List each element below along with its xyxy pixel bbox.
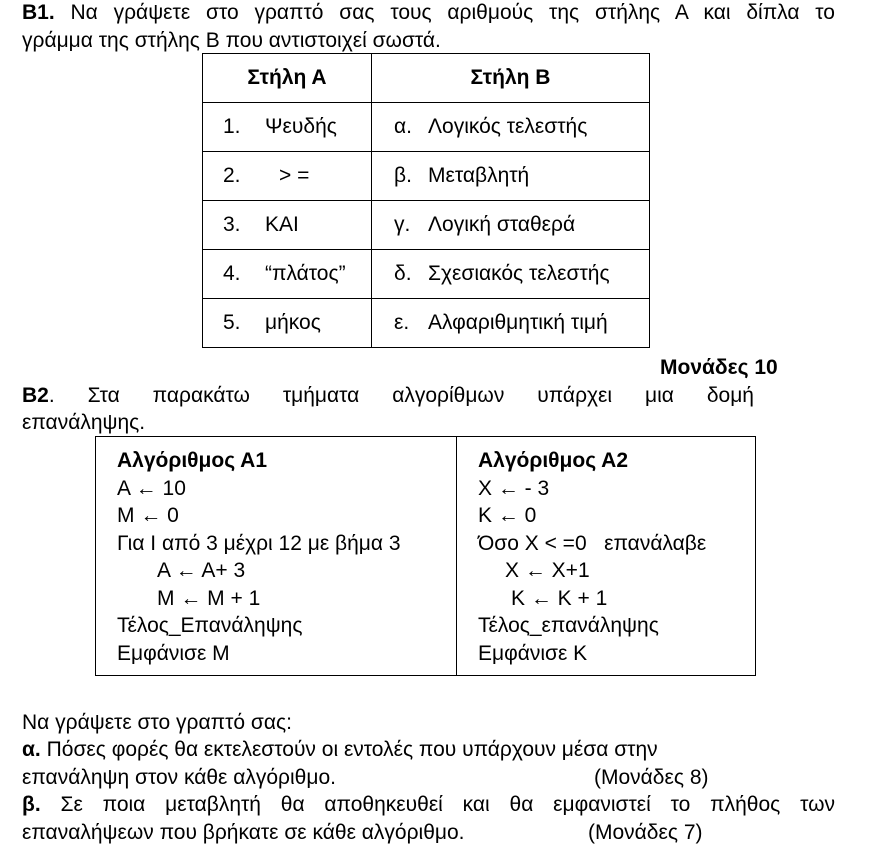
matching-table: [202, 53, 650, 348]
algorithm-a2-title: Αλγόριθμος Α2: [478, 449, 629, 472]
table-row: [203, 201, 650, 250]
question-a-line1: [22, 737, 658, 762]
algorithm-a1-line: Α ← 10: [117, 476, 186, 500]
row-number: 1.: [223, 115, 241, 138]
column-a-value: “πλάτος”: [265, 262, 346, 285]
column-b-value: Λογικός τελεστής: [428, 115, 588, 138]
column-b-cell: [372, 152, 650, 201]
table-row: [203, 103, 650, 152]
algorithm-a2-line: Κ ← Κ + 1: [511, 586, 608, 610]
b2-label: Β2: [22, 384, 49, 407]
column-a-header: Στήλη Α: [203, 54, 372, 103]
row-letter: δ.: [394, 262, 412, 285]
algorithms-table: [95, 436, 756, 676]
b2-text: . Στα παρακάτω τμήματα αλγορίθμων υπάρχει μια δομή: [48, 384, 754, 407]
column-a-cell: [203, 201, 372, 250]
question-a-line2: επανάληψη στον κάθε αλγόριθμο.: [22, 766, 336, 789]
row-letter: γ.: [394, 213, 411, 236]
table-row: [203, 250, 650, 299]
algorithm-a2-line: Χ ← Χ+1: [505, 559, 590, 582]
algorithm-a2-line: Τέλος_επανάληψης: [478, 614, 659, 637]
column-a-cell: [203, 299, 372, 348]
row-number: 2.: [223, 164, 241, 187]
b2-instruction-line2: επανάληψης.: [22, 411, 146, 434]
column-a-cell: [203, 152, 372, 201]
row-number: 4.: [223, 262, 241, 285]
b1-marks: Μονάδες 10: [660, 356, 778, 379]
column-b-cell: [372, 299, 650, 348]
question-a-label: α.: [22, 738, 41, 761]
column-a-value: μήκος: [265, 311, 321, 334]
column-b-value: Σχεσιακός τελεστής: [428, 262, 610, 285]
column-b-value: Λογική σταθερά: [428, 213, 576, 236]
b2-instruction: Να γράψετε στο γραπτό σας:: [22, 711, 292, 734]
column-b-cell: [372, 250, 650, 299]
column-b-value: Αλφαριθμητική τιμή: [428, 311, 608, 334]
column-a-cell: [203, 250, 372, 299]
b2-instruction-line1: [22, 383, 754, 408]
algorithm-a1-line: Α ← Α+ 3: [157, 559, 246, 582]
algorithm-a1-line: Εμφάνισε Μ: [117, 641, 230, 665]
b1-instruction-line1: [22, 0, 835, 25]
question-b-text: Σε ποια μεταβλητή θα αποθηκευθεί και θα εμφανιστεί το πλήθος των: [60, 793, 835, 816]
algorithm-a2-line: Εμφάνισε Κ: [478, 641, 588, 665]
algorithm-a2-line: Όσο Χ < =0 επανάλαβε: [478, 531, 707, 555]
algorithm-a1-line: Μ ← Μ + 1: [157, 586, 261, 610]
algorithm-a1-line: Για Ι από 3 μέχρι 12 με βήμα 3: [117, 531, 401, 555]
b1-label: Β1.: [22, 1, 55, 24]
algorithm-a2-line: Χ ← - 3: [478, 476, 550, 500]
column-a-value: ΚΑΙ: [265, 213, 299, 236]
row-letter: β.: [394, 164, 412, 187]
algorithm-a1-cell: [96, 437, 457, 676]
column-b-value: Μεταβλητή: [428, 164, 530, 187]
question-b-marks: (Μονάδες 7): [588, 821, 703, 844]
row-letter: ε.: [394, 311, 410, 334]
algorithm-a1-title: Αλγόριθμος Α1: [117, 449, 268, 472]
algorithm-a1-line: Μ ← 0: [117, 504, 179, 527]
column-a-value: Ψευδής: [265, 115, 337, 138]
algorithm-a2-cell: [457, 437, 756, 676]
question-a-marks: (Μονάδες 8): [594, 766, 709, 789]
question-b-line2: επαναλήψεων που βρήκατε σε κάθε αλγόριθμο.: [22, 821, 465, 844]
table-row: [203, 299, 650, 348]
question-a-text: Πόσες φορές θα εκτελεστούν οι εντολές που υπάρχουν μέσα στην: [46, 738, 658, 761]
column-b-cell: [372, 103, 650, 152]
algorithm-a2-line: Κ ← 0: [478, 504, 537, 527]
b1-instruction-line2: γράμμα της στήλης Β που αντιστοιχεί σωστά.: [22, 29, 441, 52]
table-header-row: [203, 54, 650, 103]
row-number: 3.: [223, 213, 241, 236]
column-a-value: > =: [279, 164, 310, 187]
column-b-cell: [372, 201, 650, 250]
question-b-line1: [22, 792, 835, 817]
question-b-label: β.: [22, 793, 41, 816]
table-row: [203, 152, 650, 201]
algorithm-a1-line: Τέλος_Επανάληψης: [117, 614, 303, 637]
row-letter: α.: [394, 115, 412, 138]
column-b-header: Στήλη Β: [372, 54, 650, 103]
row-number: 5.: [223, 311, 241, 334]
column-a-cell: [203, 103, 372, 152]
b1-text: Να γράψετε στο γραπτό σας τους αριθμούς της στήλης Α και δίπλα το: [70, 1, 835, 24]
